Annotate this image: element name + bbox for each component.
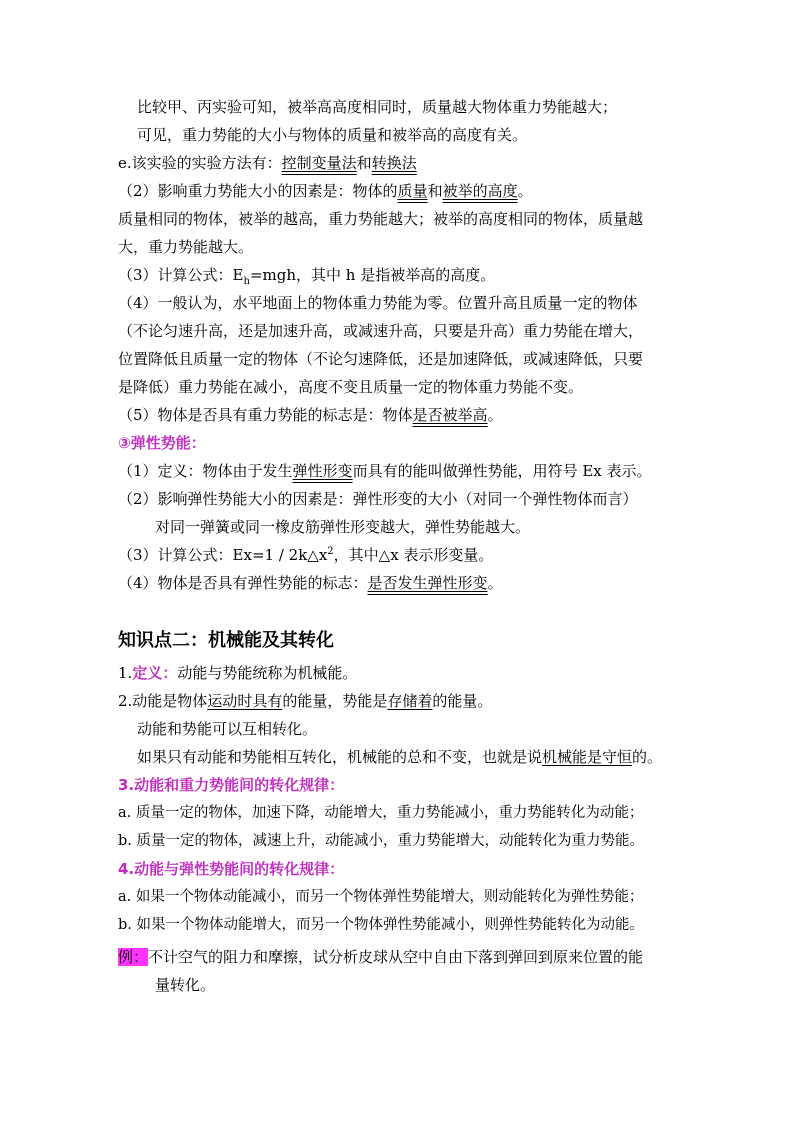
text-line: a. 如果一个物体动能减小，而另一个物体弹性势能增大，则动能转化为弹性势能；	[118, 889, 644, 905]
text-line: （4）物体是否具有弹性势能的标志：是否发生弹性形变。	[118, 574, 503, 592]
text-line: 1.定义：动能与势能统称为机械能。	[118, 664, 358, 682]
text-line: （1）定义：物体由于发生弹性形变而具有的能叫做弹性势能，用符号 Ex 表示。	[118, 462, 652, 480]
text-line: （2）影响重力势能大小的因素是：物体的质量和被举的高度。	[118, 182, 533, 200]
text-line: 比较甲、丙实验可知，被举高高度相同时，质量越大物体重力势能越大；	[137, 98, 618, 116]
text-line: （3）计算公式：$E_h=mgh$，其中 h 是指被举高的高度。	[118, 266, 496, 287]
knowledge-point-heading: 知识点二：机械能及其转化	[118, 630, 334, 651]
text-line: （不论匀速升高，还是加速升高，或减速升高，只要是升高）重力势能在增大，	[118, 322, 644, 340]
text-line: a. 质量一定的物体，加速下降，动能增大，重力势能减小，重力势能转化为动能；	[118, 805, 644, 821]
example-label: 例：	[118, 948, 149, 966]
text-line: 可见，重力势能的大小与物体的质量和被举高的高度有关。	[137, 126, 528, 144]
text-line: 对同一弹簧或同一橡皮筋弹性形变越大，弹性势能越大。	[155, 518, 531, 536]
text-line: （5）物体是否具有重力势能的标志是：物体是否被举高。	[118, 406, 503, 424]
text-line: 位置降低且质量一定的物体（不论匀速降低，还是加速降低，或减速降低，只要	[118, 350, 644, 368]
text-line: （3）计算公式：$Ex=1 / 2k\triangle x^2$，其中△x 表示形变量。	[118, 546, 494, 564]
section-heading: 4.动能与弹性势能间的转化规律：	[118, 860, 345, 878]
text-line: b. 如果一个物体动能增大，而另一个物体弹性势能减小，则弹性势能转化为动能。	[118, 917, 644, 933]
text-line: 质量相同的物体，被举的越高，重力势能越大；被举的高度相同的物体，质量越	[118, 210, 644, 228]
text-line: 大，重力势能越大。	[118, 238, 254, 256]
text-line: 是降低）重力势能在减小，高度不变且质量一定的物体重力势能不变。	[118, 378, 584, 396]
section-heading: ③弹性势能：	[118, 434, 206, 452]
text-line: b. 质量一定的物体，减速上升，动能减小，重力势能增大，动能转化为重力势能。	[118, 833, 644, 849]
text-line: 2.动能是物体运动时具有的能量，势能是存储着的能量。	[118, 692, 493, 710]
text-line: 如果只有动能和势能相互转化，机械能的总和不变，也就是说机械能是守恒的。	[137, 748, 663, 766]
text-line: 量转化。	[155, 976, 216, 994]
text-line: （4）一般认为，水平地面上的物体重力势能为零。位置升高且质量一定的物体	[118, 294, 638, 312]
text-line: e.该实验的实验方法有：控制变量法和转换法	[118, 154, 417, 172]
example-line: 例：不计空气的阻力和摩擦，试分析皮球从空中自由下落到弹回到原来位置的能	[118, 948, 644, 966]
text-line: 动能和势能可以互相转化。	[137, 720, 318, 738]
section-heading: 3.动能和重力势能间的转化规律：	[118, 776, 345, 794]
text-line: （2）影响弹性势能大小的因素是：弹性形变的大小（对同一个弹性物体而言）	[118, 490, 638, 508]
